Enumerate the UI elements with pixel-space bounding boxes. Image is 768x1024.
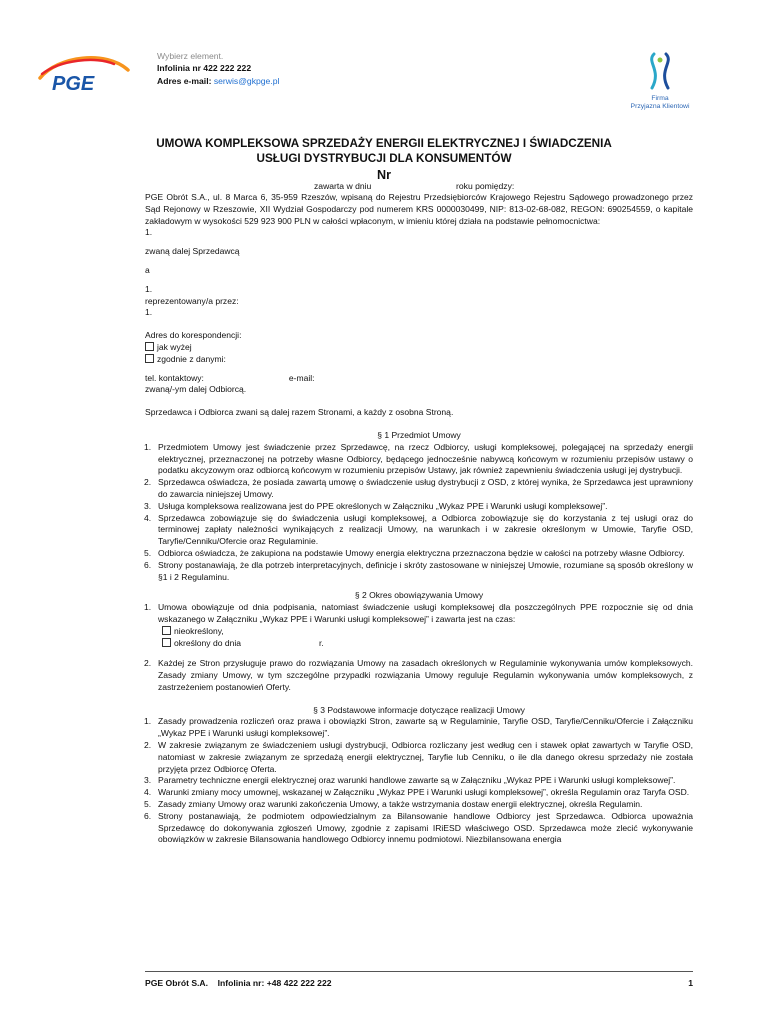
footer-divider: [145, 971, 693, 972]
address-label: Adres do korespondencji:: [145, 330, 242, 341]
badge-label-2: Przyjazna Klientowi: [630, 103, 690, 110]
list-item: 2. W zakresie związanym ze świadczeniem usługi dystrybucji, Odbiorca rozliczany jest według cen i stawek opłat zawartych w Taryfie OSD, natomiast w zakresie związanym ze sprzedażą energii elektrycznej, Taryfie lub Cenniku, o ile dla danego okresu sprzedaży nie została przyjęta przez Odbiorcę Oferta.: [144, 740, 693, 774]
section-1-list: [145, 442, 693, 584]
date-label-right: roku pomiędzy:: [456, 181, 515, 191]
date-label-left: zawarta w dniu: [314, 181, 372, 191]
page-number: 1: [688, 978, 693, 988]
section-3-heading: § 3 Podstawowe informacje dotyczące realizacji Umowy: [313, 704, 525, 715]
checkbox-icon[interactable]: [145, 342, 154, 351]
pge-logo: [36, 52, 132, 96]
friendly-company-badge: [612, 52, 708, 112]
list-item: 5. Odbiorca oświadcza, że zakupiona na podstawie Umowy energia elektryczna przeznaczona będzie w całości na potrzeby własne Odbiorcy.: [144, 547, 685, 558]
checkbox-icon[interactable]: [145, 354, 154, 363]
list-item: 1. Zasady prowadzenia rozliczeń oraz prawa i obowiązki Stron, zawarte są w Regulaminie, Taryfie OSD, Taryfie/Cenniku/Ofercie i Załączniku „Wykaz PPE i Warunki usługi kompleksowej”.: [144, 716, 693, 739]
contract-number-label: Nr: [377, 168, 391, 182]
represented-by-label: reprezentowany/a przez:: [145, 295, 239, 306]
contract-body: [145, 192, 693, 846]
badge-emblem-icon: [640, 52, 680, 90]
checkbox-icon[interactable]: [162, 626, 171, 635]
parties-definition: Sprzedawca i Odbiorca zwani są dalej razem Stronami, a każdy z osobna Stroną.: [145, 407, 454, 418]
list-item: 3. Parametry techniczne energii elektrycznej oraz warunki handlowe zawarte są w Załączniku „Wykaz PPE i Warunki usługi kompleksowej”.: [144, 775, 676, 786]
seller-label: zwaną dalej Sprzedawcą: [145, 246, 240, 257]
contact-line: [145, 373, 693, 385]
checkbox-icon[interactable]: [162, 638, 171, 647]
contact-block: [157, 50, 279, 87]
seller-description: PGE Obrót S.A., ul. 8 Marca 6, 35-959 Rzeszów, wpisaną do Rejestru Przedsiębiorców Krajowego Rejestru Sądowego prowadzonego przez Sąd Rejonowy w Rzeszowie, XII Wydział Gospodarczy pod numerem KRS 0000030499, NIP: 813-02-68-082, REGON: 690254559, o kapitale zakładowym w wysokości 529 923 900 PLN w całości wpłaconym, w imieniu której działa na podstawie pełnomocnictwa:: [145, 192, 693, 226]
address-option-custom[interactable]: zgodnie z danymi:: [145, 354, 693, 366]
term-option-fixed[interactable]: określony do dnia r.: [162, 638, 693, 650]
page-footer: [145, 978, 693, 988]
represented-number: 1.: [145, 307, 153, 318]
list-item: 6. Strony postanawiają, że dla potrzeb interpretacyjnych, definicje i skróty zastosowane w niniejszej Umowie, rozumiane są sposób określony w §1 i 2 Regulaminu.: [144, 559, 693, 582]
section-2-heading: § 2 Okres obowiązywania Umowy: [354, 590, 484, 601]
contract-title-text: UMOWA KOMPLEKSOWA SPRZEDAŻY ENERGII ELEKTRYCZNEJ I ŚWIADCZENIA USŁUGI DYSTRYBUCJI DLA KONSUMENTÓW: [156, 137, 612, 165]
email-label: Adres e-mail:: [157, 75, 212, 86]
email-link[interactable]: serwis@gkpge.pl: [213, 75, 280, 86]
section-3-list: [145, 716, 693, 846]
badge-label-1: Firma: [651, 95, 669, 102]
contract-title: [140, 136, 628, 183]
section-1-heading: § 1 Przedmiot Umowy: [377, 429, 461, 440]
phone-label: tel. kontaktowy:: [145, 372, 204, 383]
buyer-number: 1.: [145, 283, 153, 294]
list-item: 5. Zasady zmiany Umowy oraz warunki zakończenia Umowy, a także wstrzymania dostaw energii elektrycznej, określa Regulamin.: [144, 799, 643, 810]
list-item: 1. Przedmiotem Umowy jest świadczenie przez Sprzedawcę, na rzecz Odbiorcy, usługi kompleksowej, polegającej na sprzedaży energii elektrycznej, przeznaczonej na potrzeby własne Odbiorcy, będącego jednocześnie nabywcą końcowym w rozumieniu przepisów ustawy o podatku akcyzowym oraz odbiorcą końcowym w rozumieniu przepisów Ustawy, jak również zapewnieniu świadczenia usługi jej dystrybucji.: [144, 441, 693, 476]
hotline-text: Infolinia nr 422 222 222: [157, 63, 252, 74]
list-item: 1. Umowa obowiązuje od dnia podpisania, natomiast świadczenie usługi kompleksowej dla poszczególnych PPE rozpocznie się od dnia wskazanego w Załączniku „Wykaz PPE i Warunki usługi kompleksowej” i zawarta jest na czas: nieokreślony, określony do dnia r.: [144, 602, 693, 648]
address-option-same[interactable]: jak wyżej: [145, 342, 693, 354]
buyer-email-label: e-mail:: [288, 372, 315, 383]
section-2-list: [145, 602, 693, 694]
element-placeholder[interactable]: Wybierz element.: [157, 51, 224, 61]
term-option-indefinite[interactable]: nieokreślony,: [162, 626, 693, 638]
conjunction-a: a: [145, 264, 150, 275]
svg-text:PGE: PGE: [52, 73, 95, 95]
footer-text: PGE Obrót S.A. Infolinia nr: +48 422 222 222: [145, 978, 332, 988]
list-item: 4. Sprzedawca zobowiązuje się do świadczenia usługi kompleksowej, a Odbiorca zobowiązuje się do korzystania z tej usługi oraz do terminowej zapłaty należności wynikających z realizacji Umowy, na warunkach i w zakresie określonym w Umowie, Taryfie OSD, Taryfie/Cenniku/Ofercie oraz Regulaminie.: [144, 512, 693, 547]
buyer-label: zwaną/-ym dalej Odbiorcą.: [145, 384, 247, 395]
list-item: 3. Usługa kompleksowa realizowana jest do PPE określonych w Załączniku „Wykaz PPE i Warunki usługi kompleksowej”.: [144, 500, 608, 511]
list-item: 2. Każdej ze Stron przysługuje prawo do rozwiązania Umowy na zasadach określonych w Regulaminie wykonywania umów kompleksowych. Zasady zmiany Umowy, w tym szczególne przypadki rozwiązania Umowy reguluje Regulamin wykonywania umów kompleksowych, z zastrzeżeniem postanowień Oferty.: [144, 658, 693, 692]
list-item: 2. Sprzedawca oświadcza, że posiada zawartą umowę o świadczenie usług dystrybucji z OSD, z której wynika, że Sprzedawca jest uprawniony do zawarcia niniejszej Umowy.: [144, 477, 693, 499]
list-item: 4. Warunki zmiany mocy umownej, wskazanej w Załączniku „Wykaz PPE i Warunki usługi kompleksowej”, określa Regulamin oraz Taryfa OSD.: [144, 787, 690, 798]
list-item: 6. Strony postanawiają, że podmiotem odpowiedzialnym za Bilansowanie handlowe Odbiorcy jest Sprzedawca. Odbiorca upoważnia Sprzedawcę do dokonywania zgłoszeń Umowy, zgodnie z zapisami IRiESD właściwego OSD. Sprzedawca może zlecić wykonywanie obowiązków w zakresie Bilansowania handlowego Odbiorcy innemu podmiotowi. Niezbilansowana energia: [144, 810, 693, 845]
representative-number: 1.: [145, 227, 153, 238]
